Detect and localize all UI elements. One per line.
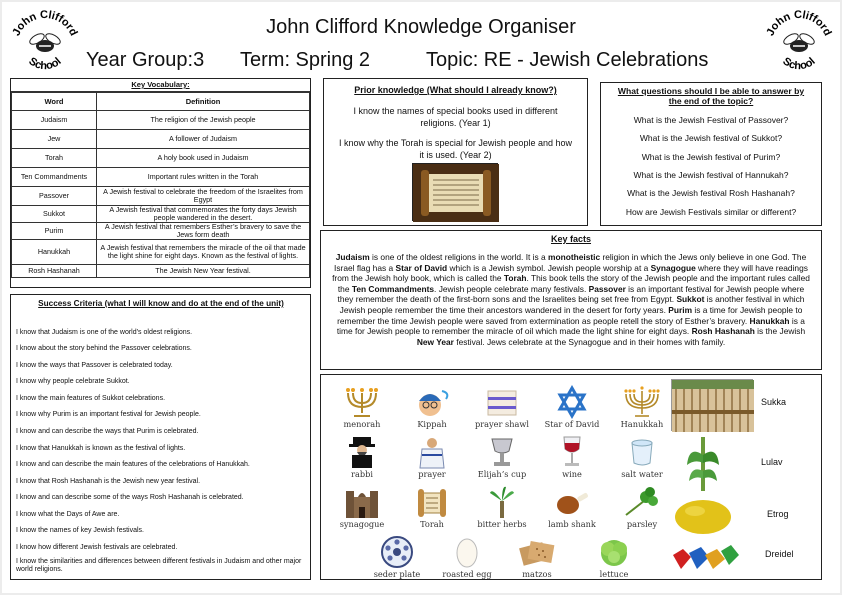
kippah-icon	[412, 385, 452, 419]
vocab-word: Passover	[12, 187, 97, 206]
svg-text:School: School	[26, 55, 64, 73]
prior-knowledge-item: I know why the Torah is special for Jewish people and how it is used. (Year 2)	[339, 138, 572, 160]
list-item: I know the main features of Sukkot celebrations.	[16, 395, 166, 402]
vocab-def: A Jewish festival to celebrate the freedom of the Israelites from Egypt	[97, 187, 310, 206]
key-facts-segment: where they will have readings from the Jewish holy book, which is called the	[332, 262, 808, 284]
list-item: I know why Purim is an important festival for Jewish people.	[16, 411, 201, 418]
matzos-icon	[517, 535, 557, 569]
dreidel-label: Dreidel	[765, 549, 794, 559]
symbol-salt-water	[611, 435, 673, 479]
question-item: What is the Jewish festival Rosh Hashanah?	[627, 188, 795, 198]
sukka-image	[671, 379, 753, 431]
questions-title: What questions should I be able to answer by the end of the topic?	[617, 86, 805, 106]
symbol-wine	[541, 435, 603, 479]
table-row	[12, 149, 310, 168]
prayer-shawl-icon	[482, 385, 522, 419]
key-facts-segment: which is a Jewish symbol. Jewish people worship at a	[447, 262, 651, 273]
vocab-def: A Jewish festival that remembers the miracle of the oil that made the light shine for eight days. Known as the festival of lights.	[97, 240, 310, 265]
star-of-david-icon	[552, 385, 592, 419]
lamb-shank-icon	[552, 485, 592, 519]
table-row	[12, 223, 310, 240]
vocab-word: Rosh Hashanah	[12, 265, 97, 278]
etrog-label: Etrog	[767, 509, 789, 519]
lulav-label: Lulav	[761, 457, 783, 467]
key-term: Star of David	[395, 262, 448, 273]
vocab-def: A follower of Judaism	[97, 130, 310, 149]
vocab-def: The religion of the Jewish people	[97, 111, 310, 130]
prayer-icon	[412, 435, 452, 469]
vocab-word: Ten Commandments	[12, 168, 97, 187]
vocab-title: Key Vocabulary:	[11, 79, 310, 92]
lulav-image	[681, 435, 725, 491]
list-item: I know why people celebrate Sukkot.	[16, 378, 130, 385]
key-vocabulary-panel	[10, 78, 311, 288]
symbol-label: menorah	[343, 419, 381, 429]
question-item: How are Jewish Festivals similar or different?	[625, 207, 797, 217]
elijahs-cup-icon	[482, 435, 522, 469]
symbol-prayer-shawl	[471, 385, 533, 429]
symbol-label: matzos	[522, 569, 552, 579]
key-term: Purim	[668, 304, 693, 315]
key-facts-text	[321, 252, 821, 347]
list-item: I know what the Days of Awe are.	[16, 511, 120, 518]
key-term: monotheistic	[548, 252, 601, 262]
list-item: I know about the story behind the Passover celebrations.	[16, 345, 192, 352]
page-title: John Clifford Knowledge Organiser	[266, 16, 576, 38]
vocab-def: A Jewish festival that commemorates the forty days Jewish people wandered in the desert.	[97, 206, 310, 223]
question-item: What is the Jewish festival of Purim?	[641, 152, 781, 162]
questions-panel	[600, 82, 822, 226]
prior-knowledge-panel	[323, 78, 588, 226]
symbol-label: rabbi	[351, 469, 373, 479]
key-facts-segment: is one of the oldest religions in the world. It is a	[369, 252, 549, 262]
table-row	[12, 240, 310, 265]
symbol-label: prayer shawl	[474, 419, 529, 429]
symbol-label: synagogue	[339, 519, 385, 529]
symbol-label: salt water	[621, 469, 663, 479]
synagogue-icon	[342, 485, 382, 519]
symbol-label: lamb shank	[548, 519, 596, 529]
key-term: Ten Commandments	[351, 283, 435, 294]
symbol-lettuce	[583, 535, 645, 579]
table-row	[12, 265, 310, 278]
vocab-word: Hanukkah	[12, 240, 97, 265]
symbol-label: Star of David	[544, 419, 600, 429]
symbol-label: wine	[562, 469, 582, 479]
year-group: Year Group:3	[86, 49, 205, 71]
vocab-def: Important rules written in the Torah	[97, 168, 310, 187]
topic: Topic: RE - Jewish Celebrations	[426, 49, 709, 71]
key-facts-segment: religion in which the Jews only believe in one God. The Israel flag has a	[334, 252, 807, 273]
list-item: I know and can describe some of the ways Rosh Hashanah is celebrated.	[16, 494, 244, 501]
key-term: Passover	[588, 283, 626, 294]
key-term: Rosh Hashanah	[691, 326, 755, 337]
table-row	[12, 111, 310, 130]
question-item: What is the Jewish Festival of Passover?	[633, 115, 789, 125]
hanukkiah-icon	[622, 385, 662, 419]
seder-plate-icon	[377, 535, 417, 569]
vocab-word: Judaism	[12, 111, 97, 130]
dreidel-image	[669, 539, 741, 575]
symbol-elijahs-cup	[471, 435, 533, 479]
symbol-label: Kippah	[417, 419, 447, 429]
list-item: I know the ways that Passover is celebrated today.	[16, 362, 173, 369]
wine-glass-icon	[552, 435, 592, 469]
symbol-matzos	[506, 535, 568, 579]
key-term: Synagogue	[650, 262, 696, 273]
vocab-word: Sukkot	[12, 206, 97, 223]
symbol-prayer	[401, 435, 463, 479]
success-criteria-panel	[10, 294, 311, 580]
key-facts-segment: . Jewish people celebrate many festivals.	[434, 283, 589, 294]
symbol-label: lettuce	[599, 569, 629, 579]
key-facts-title: Key facts	[550, 234, 592, 244]
key-term: Sukkot	[676, 294, 705, 305]
vocab-def: The Jewish New Year festival.	[97, 265, 310, 278]
lettuce-icon	[594, 535, 634, 569]
vocab-table	[11, 92, 310, 278]
symbol-star-of-david	[541, 385, 603, 429]
vocab-col-word: Word	[12, 93, 97, 111]
symbol-synagogue	[331, 485, 393, 529]
symbol-label: parsley	[626, 519, 658, 529]
key-facts-segment: is a time for Jewish people to remember the time Jewish people were saved from extermination as people retell the story of Esther’s bravery.	[337, 304, 803, 326]
key-facts-panel	[320, 230, 822, 370]
symbol-label: Torah	[420, 519, 444, 529]
vocab-word: Jew	[12, 130, 97, 149]
vocab-word: Purim	[12, 223, 97, 240]
symbol-lamb-shank	[541, 485, 603, 529]
key-facts-segment: . This book tells the story of the Jewish people and the important rules called the	[337, 273, 810, 294]
symbol-torah	[401, 485, 463, 529]
key-facts-segment: is an important festival for Jewish people where they remember the death of the first-born sons and the Israelites being set free from Egypt.	[337, 283, 805, 305]
symbol-label: Hanukkah	[620, 419, 664, 429]
roasted-egg-icon	[447, 535, 487, 569]
key-term: Torah	[503, 273, 527, 284]
prior-knowledge-title: Prior knowledge (What should I already know?)	[354, 85, 557, 95]
vocab-word: Torah	[12, 149, 97, 168]
symbol-label: Elijah’s cup	[477, 469, 527, 479]
key-facts-segment: is another festival in which Jewish people remember the time their ancestors wandered in the desert for forty years.	[339, 294, 805, 315]
list-item: I know that Rosh Hashanah is the Jewish new year festival.	[16, 478, 201, 485]
question-item: What is the Jewish festival of Hannukah?	[633, 170, 789, 180]
menorah-icon	[342, 385, 382, 419]
rabbi-icon	[342, 435, 382, 469]
question-item: What is the Jewish festival of Sukkot?	[639, 133, 783, 143]
symbol-kippah	[401, 385, 463, 429]
symbol-label: prayer	[418, 469, 446, 479]
term: Term: Spring 2	[240, 49, 371, 71]
key-term: Hanukkah	[749, 315, 790, 326]
vocab-col-def: Definition	[97, 93, 310, 111]
key-facts-segment: festival. Jews celebrate at the Synagogue and in their homes with family.	[453, 336, 726, 347]
etrog-image	[673, 497, 733, 537]
symbol-menorah	[331, 385, 393, 429]
symbols-panel	[320, 374, 822, 580]
table-row	[12, 187, 310, 206]
sukka-label: Sukka	[761, 397, 787, 407]
list-item: I know and can describe the ways that Purim is celebrated.	[16, 428, 199, 435]
vocab-def: A Jewish festival that remembers Esther’s bravery to save the Jews form death	[97, 223, 310, 240]
symbol-label: seder plate	[373, 569, 421, 579]
symbol-bitter-herbs	[471, 485, 533, 529]
list-item: I know that Judaism is one of the world’s oldest religions.	[16, 329, 193, 336]
svg-text:John Clifford: John Clifford	[764, 8, 834, 38]
vocab-def: A holy book used in Judaism	[97, 149, 310, 168]
parsley-icon	[622, 485, 662, 519]
success-criteria-title: Success Criteria (what I will know and do at the end of the unit)	[38, 299, 284, 308]
torah-icon	[412, 485, 452, 519]
table-row	[12, 168, 310, 187]
list-item: I know the names of key Jewish festivals.	[16, 527, 144, 534]
table-row	[12, 130, 310, 149]
key-term: Judaism	[335, 252, 370, 262]
list-item: I know how different Jewish festivals are celebrated.	[16, 544, 178, 551]
symbol-label: bitter herbs	[477, 519, 527, 529]
list-item: I know that Hanukkah is known as the festival of lights.	[16, 445, 186, 452]
table-row	[12, 206, 310, 223]
torah-scroll-image	[412, 163, 498, 221]
key-term: New Year	[416, 336, 454, 347]
list-item: I know the similarities and differences between different festivals in Judaism and other major world religions.	[16, 558, 302, 573]
symbol-seder-plate	[366, 535, 428, 579]
knowledge-organiser-page	[2, 2, 840, 593]
key-facts-segment: is the Jewish	[754, 326, 806, 337]
prior-knowledge-item: I know the names of special books used in different religions. (Year 1)	[353, 106, 558, 128]
symbol-rabbi	[331, 435, 393, 479]
bitter-herbs-icon	[482, 485, 522, 519]
svg-text:John Clifford: John Clifford	[10, 8, 80, 38]
salt-water-icon	[622, 435, 662, 469]
key-facts-segment: is a time for Jewish people to remember the miracle of oil which made the light shine for eight days.	[336, 315, 805, 337]
symbol-roasted-egg	[436, 535, 498, 579]
symbol-label: roasted egg	[442, 569, 492, 579]
svg-text:School: School	[780, 55, 818, 73]
symbol-hanukkah	[611, 385, 673, 429]
symbol-parsley	[611, 485, 673, 529]
list-item: I know and can describe the main features of the celebrations of Hanukkah.	[16, 461, 250, 468]
